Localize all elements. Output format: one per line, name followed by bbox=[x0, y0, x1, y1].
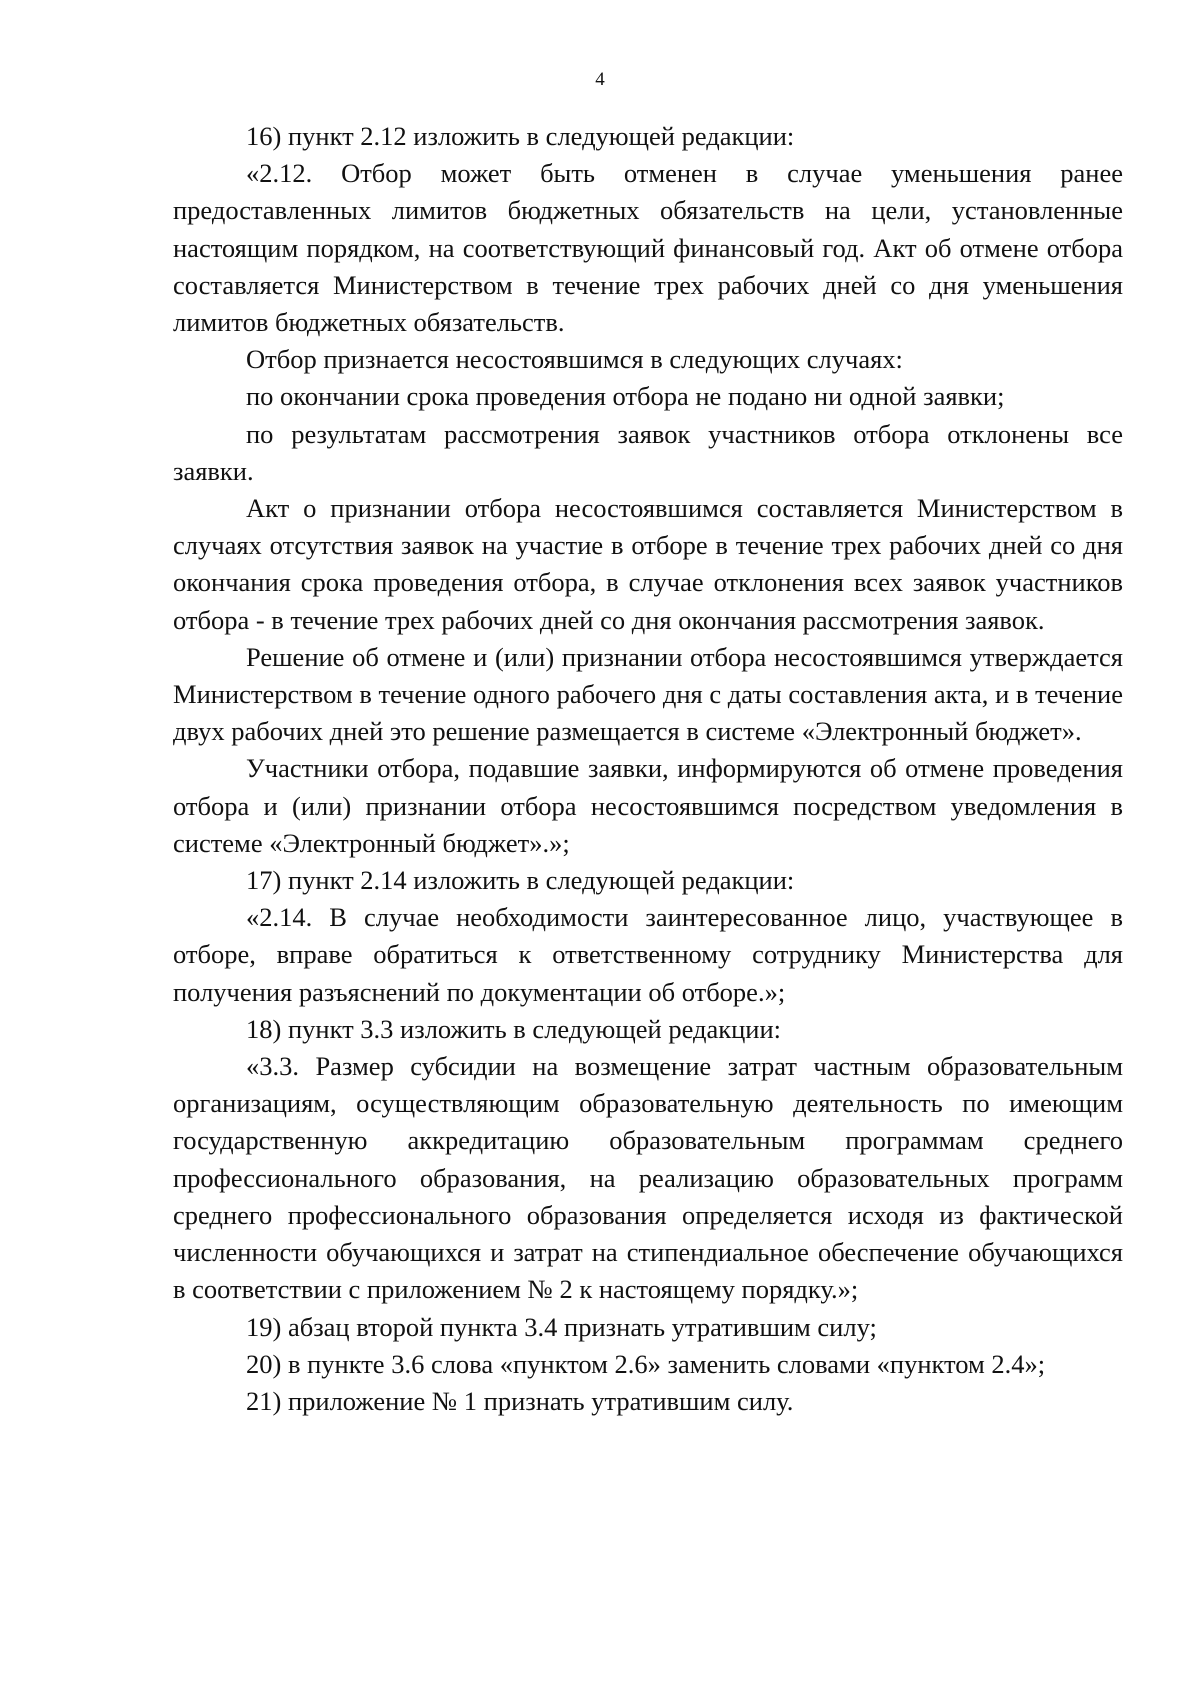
document-body bbox=[173, 118, 1123, 1420]
paragraph-item-18: 18) пункт 3.3 изложить в следующей редакции: bbox=[246, 1013, 782, 1044]
paragraph-item-16: 16) пункт 2.12 изложить в следующей редакции: bbox=[246, 121, 795, 151]
paragraph-no-applications: по окончании срока проведения отбора не подано ни одной заявки; bbox=[246, 381, 1005, 412]
paragraph-failure-act: Акт о признании отбора несостоявшимся составляется Министерством в случаях отсутствия заявок на участие в отборе в течение трех рабочих дней со дня окончания срока проведения отбора, в случае отклонения всех заявок участников отбора - в течение трех рабочих дней со дня окончания рассмотрения заявок. bbox=[173, 493, 1123, 635]
page-number: 4 bbox=[595, 69, 605, 90]
paragraph-participants-notified: Участники отбора, подавшие заявки, информируются об отмене проведения отбора и (или) признании отбора несостоявшимся посредством уведомления в системе «Электронный бюджет».»; bbox=[173, 753, 1123, 858]
paragraph-item-17: 17) пункт 2.14 изложить в следующей редакции: bbox=[246, 865, 795, 896]
paragraph-item-21: 21) приложение № 1 признать утратившим силу. bbox=[246, 1385, 794, 1416]
paragraph-2-14-text: «2.14. В случае необходимости заинтересованное лицо, участвующее в отборе, вправе обратиться к ответственному сотруднику Министерства для получения разъяснений по документации об отборе.»; bbox=[173, 902, 1123, 1007]
paragraph-3-3-text: «3.3. Размер субсидии на возмещение затрат частным образовательным организациям, осуществляющим образовательную деятельность по имеющим государственную аккредитацию образовательным программам среднего профессионального образования, на реализацию образовательных программ среднего профессионального образования определяется исходя из фактической численности обучающихся и затрат на стипендиальное обеспечение обучающихся в соответствии с приложением № 2 к настоящему порядку.»; bbox=[173, 1051, 1123, 1305]
paragraph-failed-selection-cases: Отбор признается несостоявшимся в следующих случаях: bbox=[246, 344, 903, 375]
paragraph-item-19: 19) абзац второй пункта 3.4 признать утратившим силу; bbox=[246, 1311, 877, 1342]
paragraph-2-12-text: «2.12. Отбор может быть отменен в случае уменьшения ранее предоставленных лимитов бюджетных обязательств на цели, установленные настоящим порядком, на соответствующий финансовый год. Акт об отмене отбора составляется Министерством в течение трех рабочих дней со дня уменьшения лимитов бюджетных обязательств. bbox=[173, 158, 1123, 338]
paragraph-all-rejected: по результатам рассмотрения заявок участников отбора отклонены все заявки. bbox=[173, 418, 1123, 486]
paragraph-decision: Решение об отмене и (или) признании отбора несостоявшимся утверждается Министерством в течение одного рабочего дня с даты составления акта, и в течение двух рабочих дней это решение размещается в системе «Электронный бюджет». bbox=[173, 641, 1123, 747]
paragraph-item-20: 20) в пункте 3.6 слова «пунктом 2.6» заменить словами «пунктом 2.4»; bbox=[246, 1348, 1046, 1379]
